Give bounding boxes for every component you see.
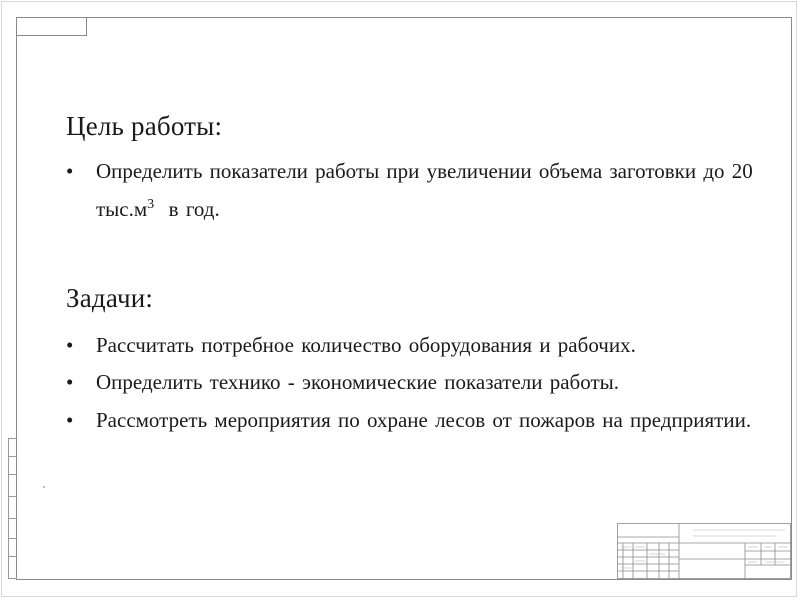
task-text: Рассмотреть мероприятия по охране лесов от пожаров на предприятии.	[96, 408, 752, 432]
frame-corner-box	[16, 17, 87, 36]
goal-heading: Цель работы:	[66, 111, 223, 141]
bullet-point: •	[66, 333, 74, 357]
task-list-item	[66, 366, 776, 399]
bullet-point: •	[66, 370, 74, 394]
goal-text-superscript: 3	[147, 197, 155, 212]
stray-dot	[43, 486, 45, 488]
goal-text	[96, 155, 756, 226]
task-list-item	[66, 329, 776, 362]
goal-list-item	[66, 155, 756, 226]
title-block-stamp	[617, 523, 791, 579]
tasks-heading: Задачи:	[66, 283, 154, 313]
goal-text-main: Определить показатели работы при увеличении объема заготовки до 20 тыс.м	[96, 159, 753, 221]
task-list-item	[66, 404, 766, 437]
goal-text-tail: в год.	[154, 197, 220, 221]
bullet-point: •	[66, 408, 74, 432]
left-binding-strip	[8, 438, 17, 579]
bullet-point: •	[66, 159, 74, 183]
task-text: Определить технико - экономические показатели работы.	[96, 370, 620, 394]
task-text: Рассчитать потребное количество оборудования и рабочих.	[96, 333, 636, 357]
